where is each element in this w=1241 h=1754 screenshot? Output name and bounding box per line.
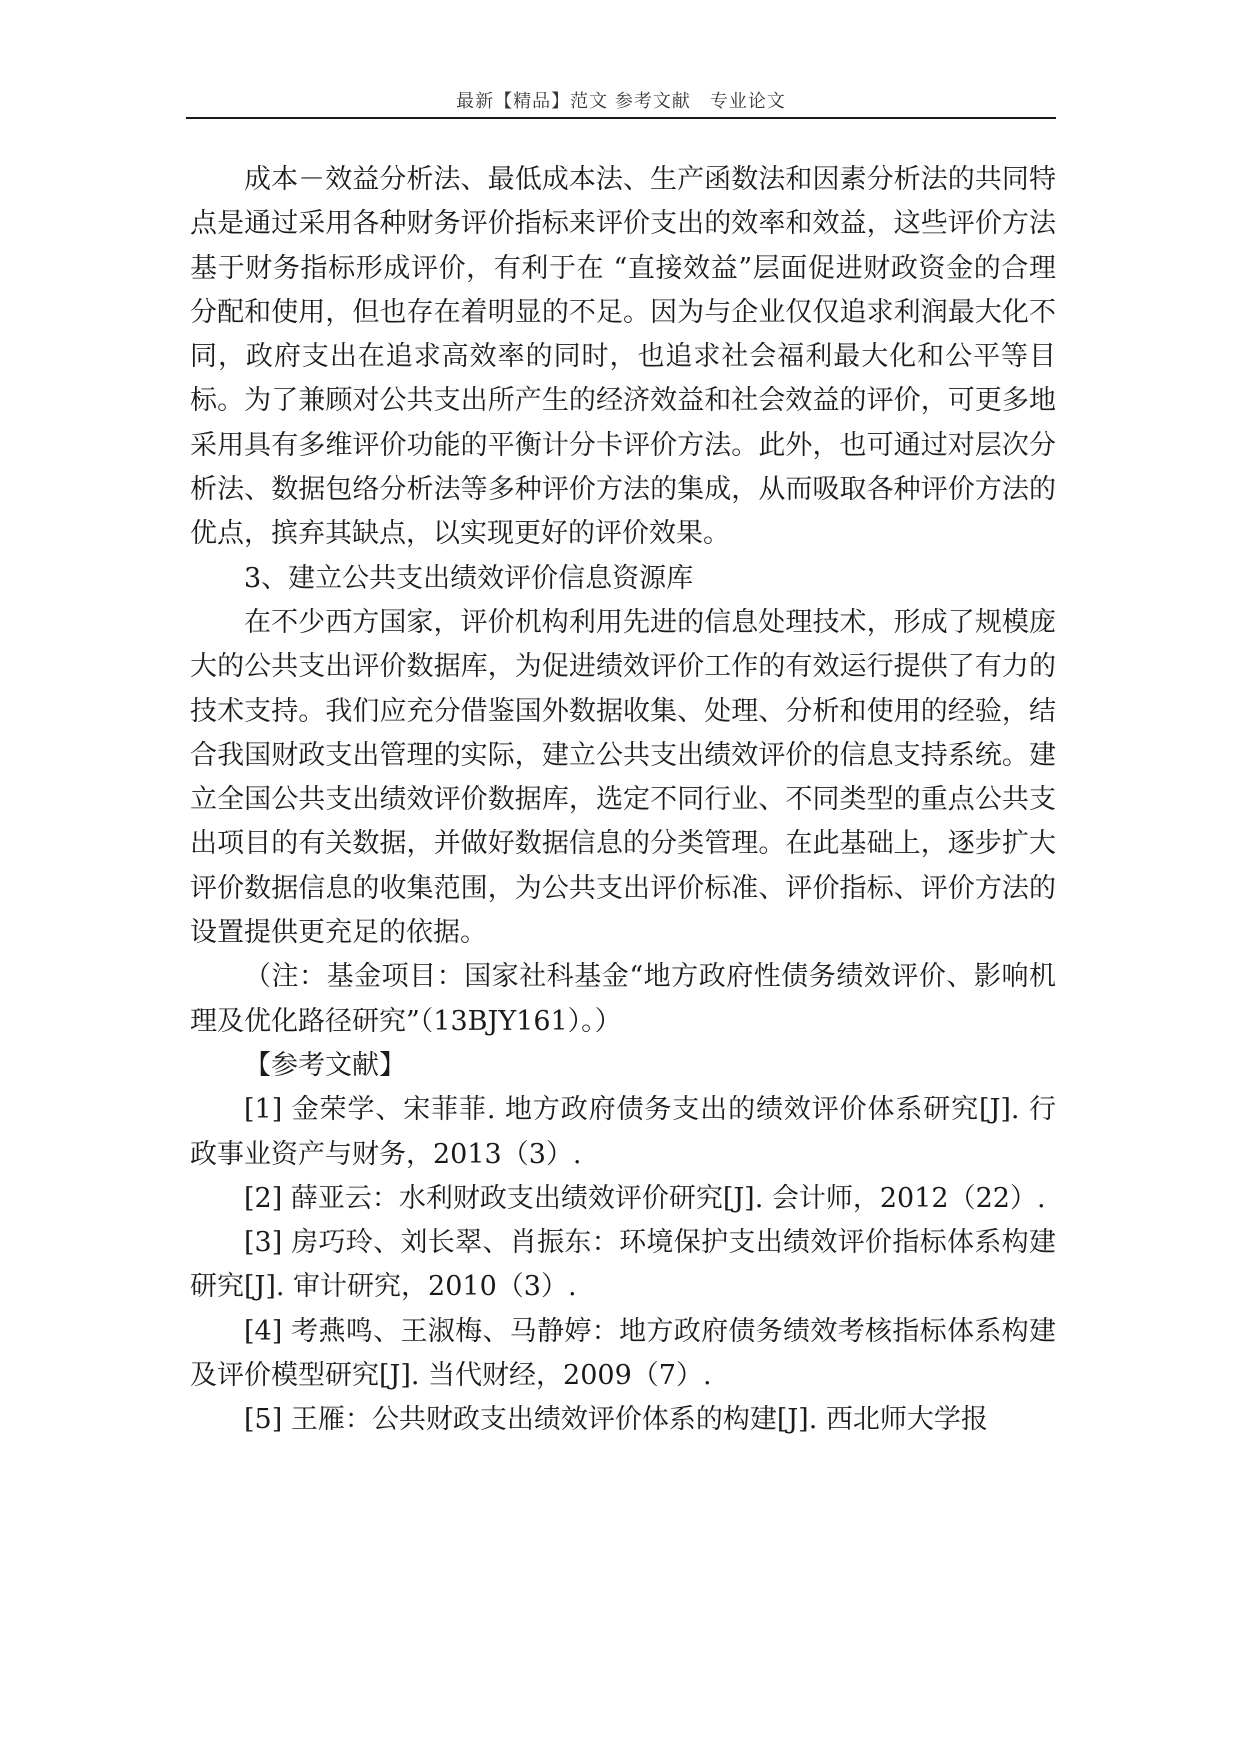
reference-item: [4] 考燕鸣、王淑梅、马静婷：地方政府债务绩效考核指标体系构建及评价模型研究[J]. 当代财经，2009（7）. <box>190 1315 1056 1392</box>
document-body <box>190 158 1056 1443</box>
reference-item: [1] 金荣学、宋菲菲. 地方政府债务支出的绩效评价体系研究[J]. 行政事业资产与财务，2013（3）. <box>190 1094 1056 1170</box>
reference-item: [3] 房巧玲、刘长翠、肖振东：环境保护支出绩效评价指标体系构建研究[J]. 审计研究，2010（3）. <box>190 1227 1056 1303</box>
paragraph-evaluation-methods: 成本－效益分析法、最低成本法、生产函数法和因素分析法的共同特点是通过采用各种财务评价指标来评价支出的效率和效益，这些评价方法基于财务指标形成评价，有利于在 “直接效益”层面促进财政资金的合理分配和使用，但也存在着明显的不足。因为与企业仅仅追求利润最大化不同，政府支出在追求高效率的同时，也追求社会福利最大化和公平等目标。为了兼顾对公共支出所产生的经济效益和社会效益的评价，可更多地采用具有多维评价功能的平衡计分卡评价方法。此外，也可通过对层次分析法、数据包络分析法等多种评价方法的集成，从而吸取各种评价方法的优点，摈弃其缺点，以实现更好的评价效果。 <box>190 164 1056 550</box>
section-heading: 3、建立公共支出绩效评价信息资源库 <box>244 562 694 594</box>
header-rule <box>186 117 1056 119</box>
page-header: 最新【精品】范文 参考文献 专业论文 <box>456 91 786 112</box>
reference-item: [2] 薛亚云：水利财政支出绩效评价研究[J]. 会计师，2012（22）. <box>244 1182 1046 1214</box>
reference-item: [5] 王雁：公共财政支出绩效评价体系的构建[J]. 西北师大学报 <box>244 1404 988 1436</box>
paragraph-database: 在不少西方国家，评价机构利用先进的信息处理技术，形成了规模庞大的公共支出评价数据库，为促进绩效评价工作的有效运行提供了有力的技术支持。我们应充分借鉴国外数据收集、处理、分析和使用的经验，结合我国财政支出管理的实际，建立公共支出绩效评价的信息支持系统。建立全国公共支出绩效评价数据库，选定不同行业、不同类型的重点公共支出项目的有关数据，并做好数据信息的分类管理。在此基础上，逐步扩大评价数据信息的收集范围，为公共支出评价标准、评价指标、评价方法的设置提供更充足的依据。 <box>190 606 1056 949</box>
references-title: 【参考文献】 <box>244 1049 406 1081</box>
paragraph-funding-note: （注：基金项目：国家社科基金“地方政府性债务绩效评价、影响机理及优化路径研究”（13BJY161）。） <box>190 961 1056 1037</box>
